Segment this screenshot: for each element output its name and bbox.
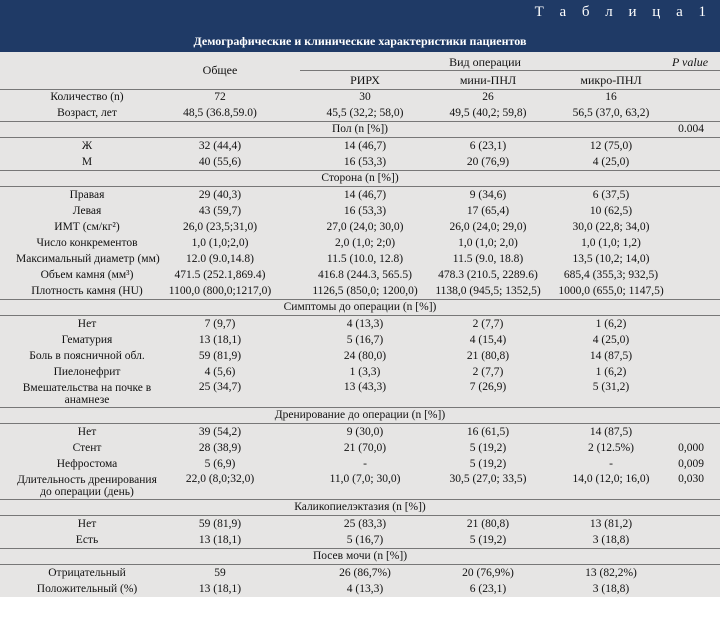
table-row (0, 565, 720, 581)
micro-pnl-cell: 6 (37,5) (592, 188, 630, 201)
rirs-cell: 24 (80,0) (343, 349, 387, 362)
row-label-cell: Стент (72, 441, 102, 454)
table-row (0, 472, 720, 499)
micro-pnl-cell: 14 (87,5) (589, 425, 633, 438)
row-label-cell: Нет (77, 517, 97, 530)
overall-cell: 59 (81,9) (198, 517, 242, 530)
section-label: Каликопиелэктазия (n [%]) (294, 501, 426, 513)
mini-pnl-cell: 6 (23,1) (469, 139, 507, 152)
section-header-row (0, 548, 720, 565)
overall-cell: 13 (18,1) (198, 533, 242, 546)
table-row (0, 89, 720, 105)
micro-pnl-cell: 3 (18,8) (592, 582, 630, 595)
micro-pnl-cell: 1000,0 (655,0; 1147,5) (558, 284, 664, 297)
micro-pnl-cell: 3 (18,8) (592, 533, 630, 546)
rirs-cell: 11,0 (7,0; 30,0) (329, 473, 401, 485)
mini-pnl-cell: 20 (76,9) (466, 155, 510, 168)
rirs-cell: 13 (43,3) (343, 381, 387, 393)
micro-pnl-cell: 1 (6,2) (595, 365, 627, 378)
overall-cell: 32 (44,4) (198, 139, 242, 152)
micro-pnl-cell: 13,5 (10,2; 14,0) (572, 252, 650, 265)
rirs-cell: 14 (46,7) (343, 188, 387, 201)
overall-cell: 1,0 (1,0;2,0) (191, 236, 249, 249)
overall-cell: 7 (9,7) (204, 317, 236, 330)
micro-pnl-cell: 16 (605, 90, 617, 103)
overall-cell: 13 (18,1) (198, 582, 242, 595)
rirs-cell: 16 (53,3) (343, 155, 387, 168)
mini-pnl-cell: 26,0 (24,0; 29,0) (449, 220, 527, 233)
mini-pnl-cell: 5 (19,2) (469, 441, 507, 454)
table-row (0, 105, 720, 121)
mini-pnl-cell: 6 (23,1) (469, 582, 507, 595)
micro-pnl-cell: 4 (25,0) (592, 333, 630, 346)
p-value-cell: 0,009 (678, 457, 704, 470)
micro-pnl-cell: 13 (82,2%) (585, 566, 637, 579)
overall-cell: 13 (18,1) (198, 333, 242, 346)
section-label: Посев мочи (n [%]) (312, 550, 408, 562)
row-label-cell: ИМТ (см/кг²) (54, 220, 120, 233)
row-label-cell: Боль в поясничной обл. (29, 349, 145, 362)
table-row (0, 456, 720, 472)
row-label-cell: Ж (81, 139, 93, 152)
mini-pnl-cell: 4 (15,4) (469, 333, 507, 346)
overall-cell: 5 (6,9) (204, 457, 236, 470)
row-label-cell: Пиелонефрит (53, 365, 121, 378)
row-label-cell: Максимальный диаметр (мм) (16, 252, 160, 265)
p-value-cell: 0,030 (678, 473, 704, 485)
rirs-cell: 25 (83,3) (343, 517, 387, 530)
table-row (0, 581, 720, 597)
rirs-cell: 1 (3,3) (349, 365, 381, 378)
col-header-p-value: P value (671, 55, 709, 69)
mini-pnl-cell: 11.5 (9.0, 18.8) (452, 252, 524, 265)
rirs-cell: 30 (359, 90, 371, 103)
table-row (0, 267, 720, 283)
overall-cell: 25 (34,7) (198, 381, 242, 393)
table-row (0, 154, 720, 170)
row-label-cell: Вмешательства на почке в анамнезе (22, 381, 152, 406)
row-label-cell: Объем камня (мм³) (40, 268, 134, 281)
micro-pnl-cell: 685,4 (355,3; 932,5) (563, 268, 659, 281)
row-label-cell: Есть (75, 533, 99, 546)
micro-pnl-cell: 12 (75,0) (589, 139, 633, 152)
p-value-cell: 0,000 (678, 441, 704, 454)
rirs-cell: 5 (16,7) (346, 533, 384, 546)
rirs-cell: 45,5 (32,2; 58,0) (326, 106, 404, 119)
section-label: Сторона (n [%]) (321, 172, 399, 184)
mini-pnl-cell: 1138,0 (945,5; 1352,5) (435, 284, 541, 297)
mini-pnl-cell: 17 (65,4) (466, 204, 510, 217)
mini-pnl-cell: 20 (76,9%) (462, 566, 514, 579)
overall-cell: 40 (55,6) (198, 155, 242, 168)
mini-pnl-cell: 26 (482, 90, 494, 103)
row-label-cell: Число конкрементов (36, 236, 138, 249)
table-body (0, 89, 720, 597)
mini-pnl-cell: 2 (7,7) (472, 365, 504, 378)
micro-pnl-cell: 14,0 (12,0; 16,0) (572, 473, 650, 485)
rirs-cell: 4 (13,3) (346, 317, 384, 330)
section-label: Симптомы до операции (n [%]) (283, 301, 437, 313)
operation-type-underline (300, 70, 720, 71)
section-label: Дренирование до операции (n [%]) (274, 409, 446, 421)
overall-cell: 28 (38,9) (198, 441, 242, 454)
table-row (0, 440, 720, 456)
table-title: Демографические и клинические характеристики пациентов (193, 34, 527, 48)
micro-pnl-cell: 2 (12.5%) (588, 441, 634, 454)
micro-pnl-cell: 1,0 (1,0; 1,2) (581, 236, 641, 249)
rirs-cell: 416.8 (244.3, 565.5) (318, 268, 412, 281)
overall-cell: 471.5 (252.1,869.4) (174, 268, 266, 281)
overall-cell: 59 (81,9) (198, 349, 242, 362)
table-row (0, 532, 720, 548)
row-label-cell: Плотность камня (HU) (31, 284, 143, 297)
mini-pnl-cell: 21 (80,8) (466, 349, 510, 362)
section-header-row (0, 407, 720, 424)
table-header-banner (0, 0, 720, 52)
rirs-cell: 11.5 (10.0, 12.8) (326, 252, 404, 265)
patient-characteristics-table (0, 52, 720, 597)
rirs-cell: 2,0 (1,0; 2;0) (334, 236, 396, 249)
rirs-cell: 1126,5 (850,0; 1200,0) (312, 284, 418, 297)
micro-pnl-cell: 1 (6,2) (595, 317, 627, 330)
overall-cell: 43 (59,7) (198, 204, 242, 217)
overall-cell: 4 (5,6) (204, 365, 236, 378)
p-value-cell: 0.004 (678, 123, 704, 135)
section-header-row (0, 499, 720, 516)
rirs-cell: 4 (13,3) (346, 582, 384, 595)
section-label: Пол (n [%]) (331, 123, 389, 135)
rirs-cell: 26 (86,7%) (339, 566, 391, 579)
mini-pnl-cell: 9 (34,6) (469, 188, 507, 201)
overall-cell: 1100,0 (800,0;1217,0) (168, 284, 272, 297)
overall-cell: 12.0 (9.0,14.8) (185, 252, 255, 265)
table-row (0, 138, 720, 154)
row-label-cell: Положительный (%) (36, 582, 138, 595)
micro-pnl-cell: 13 (81,2) (589, 517, 633, 530)
mini-pnl-cell: 478.3 (210.5, 2289.6) (438, 268, 538, 281)
mini-pnl-cell: 21 (80,8) (466, 517, 510, 530)
table-row (0, 380, 720, 407)
section-header-row (0, 121, 720, 138)
overall-cell: 26,0 (23,5;31,0) (182, 220, 258, 233)
table-row (0, 516, 720, 532)
mini-pnl-cell: 30,5 (27,0; 33,5) (449, 473, 527, 485)
mini-pnl-cell: 5 (19,2) (469, 457, 507, 470)
mini-pnl-cell: 16 (61,5) (466, 425, 510, 438)
row-label-cell: Левая (72, 204, 102, 217)
row-label-cell: М (81, 155, 93, 168)
section-header-row (0, 170, 720, 187)
col-header-micro-pnl: микро-ПНЛ (580, 73, 642, 87)
micro-pnl-cell: 56,5 (37,0, 63,2) (572, 106, 650, 119)
mini-pnl-cell: 5 (19,2) (469, 533, 507, 546)
rirs-cell: 5 (16,7) (346, 333, 384, 346)
table-row (0, 364, 720, 380)
row-label-cell: Отрицательный (48, 566, 126, 579)
table-row (0, 235, 720, 251)
overall-cell: 22,0 (8,0;32,0) (185, 473, 255, 485)
micro-pnl-cell: - (609, 457, 613, 470)
row-label-cell: Возраст, лет (57, 106, 117, 119)
col-header-rirs: РИРХ (350, 73, 380, 87)
rirs-cell: 21 (70,0) (343, 441, 387, 454)
row-label-cell: Длительность дренирования до операции (день) (17, 473, 157, 498)
rirs-cell: 16 (53,3) (343, 204, 387, 217)
table-row (0, 251, 720, 267)
overall-cell: 29 (40,3) (198, 188, 242, 201)
table-row (0, 348, 720, 364)
micro-pnl-cell: 4 (25,0) (592, 155, 630, 168)
mini-pnl-cell: 1,0 (1,0; 2,0) (458, 236, 518, 249)
table-row (0, 219, 720, 235)
table-number-label: Т а б л и ц а 1 (534, 4, 712, 20)
row-label-cell: Количество (n) (50, 90, 124, 103)
micro-pnl-cell: 5 (31,2) (592, 381, 630, 393)
table-row (0, 424, 720, 440)
rirs-cell: - (363, 457, 367, 470)
table-row (0, 203, 720, 219)
overall-cell: 72 (214, 90, 226, 103)
row-label-cell: Нет (77, 425, 97, 438)
col-header-overall: Общее (202, 63, 238, 77)
rirs-cell: 27,0 (24,0; 30,0) (326, 220, 404, 233)
mini-pnl-cell: 2 (7,7) (472, 317, 504, 330)
table-row (0, 316, 720, 332)
rirs-cell: 14 (46,7) (343, 139, 387, 152)
section-header-row (0, 299, 720, 316)
micro-pnl-cell: 30,0 (22,8; 34,0) (572, 220, 650, 233)
col-header-operation-type: Вид операции (449, 55, 521, 69)
micro-pnl-cell: 14 (87,5) (589, 349, 633, 362)
table-row (0, 187, 720, 203)
table-row (0, 332, 720, 348)
table-row (0, 283, 720, 299)
overall-cell: 48,5 (36.8,59.0) (183, 106, 257, 119)
row-label-cell: Гематурия (61, 333, 113, 346)
mini-pnl-cell: 7 (26,9) (469, 381, 507, 393)
row-label-cell: Нет (77, 317, 97, 330)
overall-cell: 39 (54,2) (198, 425, 242, 438)
micro-pnl-cell: 10 (62,5) (589, 204, 633, 217)
rirs-cell: 9 (30,0) (346, 425, 384, 438)
col-header-mini-pnl: мини-ПНЛ (459, 73, 517, 87)
overall-cell: 59 (214, 566, 226, 579)
mini-pnl-cell: 49,5 (40,2; 59,8) (449, 106, 527, 119)
row-label-cell: Правая (69, 188, 105, 201)
row-label-cell: Нефростома (56, 457, 118, 470)
